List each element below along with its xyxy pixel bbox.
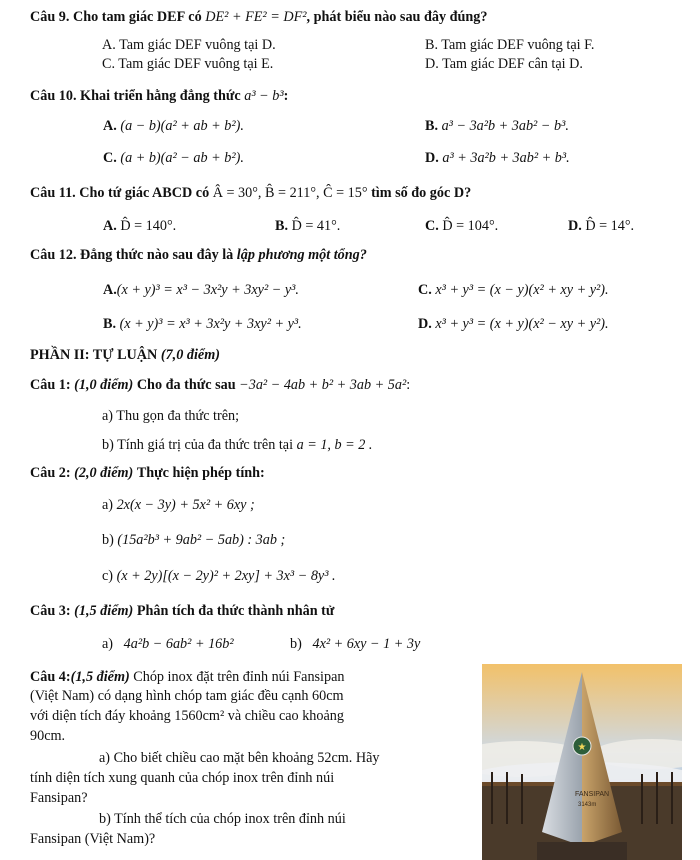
q9-head: Câu 9. Cho tam giác DEF có bbox=[30, 9, 202, 25]
part2-title bbox=[30, 347, 220, 364]
q12-option-a bbox=[103, 282, 299, 299]
q9-option-b: B. Tam giác DEF vuông tại F. bbox=[425, 37, 595, 53]
q10-d-label: D. bbox=[425, 150, 439, 166]
q11-head: Câu 11. Cho tứ giác ABCD có bbox=[30, 185, 210, 201]
c2-stem bbox=[30, 465, 265, 482]
c1-part-a: a) Thu gọn đa thức trên; bbox=[102, 408, 240, 424]
c3-part-a bbox=[102, 636, 234, 653]
c1-stem bbox=[30, 377, 410, 394]
q12-c-label: C. bbox=[418, 282, 432, 298]
c2-b-label: b) bbox=[102, 532, 114, 548]
q11-a-value: D̂ = 140°. bbox=[120, 218, 177, 234]
c1-points: (1,0 điểm) bbox=[74, 377, 134, 393]
c2-part-c bbox=[102, 568, 336, 585]
c2-part-a bbox=[102, 497, 255, 514]
q12-option-c bbox=[418, 282, 609, 299]
fansipan-photo bbox=[482, 664, 682, 860]
q10-a-formula: (a − b)(a² + ab + b²). bbox=[120, 118, 244, 134]
c3-a-formula: 4a²b − 6ab² + 16b² bbox=[123, 636, 234, 652]
q12-c-formula: x³ + y³ = (x − y)(x² + xy + y²). bbox=[435, 282, 609, 298]
c3-stem bbox=[30, 603, 334, 620]
q10-formula: a³ − b³ bbox=[244, 88, 284, 104]
q11-formula: Â = 30°, B̂ = 211°, Ĉ = 15° bbox=[212, 185, 368, 201]
q10-a-label: A. bbox=[103, 118, 117, 134]
q11-b-value: D̂ = 41°. bbox=[291, 218, 341, 234]
part2-title-text: PHẦN II: TỰ LUẬN bbox=[30, 347, 158, 363]
c4-area-value: 1560cm² bbox=[174, 708, 225, 724]
c3-b-label: b) bbox=[290, 636, 302, 652]
c3-points: (1,5 điểm) bbox=[74, 603, 134, 619]
c1-label: Câu 1: bbox=[30, 377, 71, 393]
c4-line-8: b) Tính thể tích của chóp inox trên đỉnh núi bbox=[99, 811, 346, 827]
q11-tail: tìm số đo góc D? bbox=[371, 185, 472, 201]
q11-a-label: A. bbox=[103, 218, 117, 234]
c3-label: Câu 3: bbox=[30, 603, 71, 619]
q10-d-formula: a³ + 3a²b + 3ab² + b³. bbox=[442, 150, 570, 166]
c1-b-text: b) Tính giá trị của đa thức trên tại bbox=[102, 437, 294, 453]
c4-label: Câu 4: bbox=[30, 669, 71, 685]
q10-c-label: C. bbox=[103, 150, 117, 166]
q9-option-d: D. Tam giác DEF cân tại D. bbox=[425, 56, 583, 72]
q12-option-b bbox=[103, 316, 302, 333]
c2-points: (2,0 điểm) bbox=[74, 465, 134, 481]
c4-line-7: Fansipan? bbox=[30, 790, 88, 806]
c4-line-2: (Việt Nam) có dạng hình chóp tam giác đều cạnh 60cm bbox=[30, 688, 344, 704]
pyramid-base bbox=[537, 842, 627, 860]
q10-b-label: B. bbox=[425, 118, 439, 134]
c2-part-b bbox=[102, 532, 285, 549]
q12-d-formula: x³ + y³ = (x + y)(x² − xy + y²). bbox=[435, 316, 609, 332]
c1-part-b bbox=[102, 437, 372, 454]
q9-formula: DE² + FE² = DF² bbox=[205, 9, 307, 25]
c3-a-label: a) bbox=[102, 636, 114, 652]
q11-option-a bbox=[103, 218, 176, 235]
c3-text: Phân tích đa thức thành nhân tử bbox=[136, 603, 335, 619]
q10-option-d bbox=[425, 150, 570, 167]
c4-line3a: với diện tích đáy khoảng bbox=[30, 708, 171, 724]
q12-b-formula: (x + y)³ = x³ + 3x²y + 3xy² + y³. bbox=[119, 316, 302, 332]
c1-text: Cho đa thức sau bbox=[136, 377, 236, 393]
q12-option-d bbox=[418, 316, 609, 333]
c2-a-label: a) bbox=[102, 497, 114, 513]
q10-c-formula: (a + b)(a² − ab + b²). bbox=[120, 150, 244, 166]
q12-a-formula: (x + y)³ = x³ − 3x²y + 3xy² − y³. bbox=[116, 282, 299, 298]
c3-part-b bbox=[290, 636, 420, 653]
c2-c-label: c) bbox=[102, 568, 114, 584]
q9-stem bbox=[30, 9, 487, 26]
q11-option-d bbox=[568, 218, 634, 235]
q11-stem bbox=[30, 185, 471, 202]
c4-line1-text: Chóp inox đặt trên đỉnh núi Fansipan bbox=[133, 669, 345, 685]
c1-formula-tail: : bbox=[406, 377, 411, 393]
pyramid-inscription-1: FANSIPAN bbox=[575, 791, 610, 798]
q9-option-c: C. Tam giác DEF vuông tại E. bbox=[102, 56, 274, 72]
q12-head: Câu 12. Đẳng thức nào sau đây là bbox=[30, 247, 234, 263]
c4-line-4: 90cm. bbox=[30, 728, 66, 744]
c4-line-9: Fansipan (Việt Nam)? bbox=[30, 831, 156, 847]
c4-line3c: và chiều cao khoảng bbox=[227, 708, 344, 724]
c2-c-formula: (x + 2y)[(x − 2y)² + 2xy] + 3x³ − 8y³ . bbox=[116, 568, 336, 584]
star-glyph: ★ bbox=[577, 742, 587, 753]
c4-line-6: tính diện tích xung quanh của chóp inox trên đỉnh núi bbox=[30, 770, 335, 786]
c4-line-3 bbox=[30, 708, 344, 725]
c1-formula: −3a² − 4ab + b² + 3ab + 5a² bbox=[239, 377, 407, 393]
q9-tail: , phát biểu nào sau đây đúng? bbox=[306, 9, 488, 25]
q11-option-c bbox=[425, 218, 498, 235]
q10-option-a bbox=[103, 118, 244, 135]
c3-b-formula: 4x² + 6xy − 1 + 3y bbox=[312, 636, 421, 652]
q10-b-formula: a³ − 3a²b + 3ab² − b³. bbox=[441, 118, 569, 134]
q11-c-label: C. bbox=[425, 218, 439, 234]
q12-b-label: B. bbox=[103, 316, 117, 332]
q10-option-b bbox=[425, 118, 569, 135]
q9-option-a: A. Tam giác DEF vuông tại D. bbox=[102, 37, 276, 53]
q10-head: Câu 10. Khai triển hằng đẳng thức bbox=[30, 88, 241, 104]
c2-b-formula: (15a²b³ + 9ab² − 5ab) : 3ab ; bbox=[117, 532, 286, 548]
q10-tail: : bbox=[283, 88, 289, 104]
c2-text: Thực hiện phép tính: bbox=[136, 465, 265, 481]
c4-points: (1,5 điểm) bbox=[70, 669, 130, 685]
fansipan-photo-svg bbox=[482, 664, 682, 860]
q11-b-label: B. bbox=[275, 218, 289, 234]
q12-a-label: A. bbox=[103, 282, 117, 298]
c4-line-1 bbox=[30, 669, 345, 686]
q10-option-c bbox=[103, 150, 244, 167]
c2-label: Câu 2: bbox=[30, 465, 71, 481]
q12-stem bbox=[30, 247, 367, 264]
q11-c-value: D̂ = 104°. bbox=[442, 218, 499, 234]
q12-head-italic: lập phương một tổng? bbox=[236, 247, 367, 263]
q10-stem bbox=[30, 88, 288, 105]
c1-b-formula: a = 1, b = 2 . bbox=[296, 437, 373, 453]
q12-d-label: D. bbox=[418, 316, 432, 332]
q11-d-label: D. bbox=[568, 218, 582, 234]
c2-a-formula: 2x(x − 3y) + 5x² + 6xy ; bbox=[116, 497, 255, 513]
q11-d-value: D̂ = 14°. bbox=[585, 218, 635, 234]
q11-option-b bbox=[275, 218, 340, 235]
part2-title-points: (7,0 điểm) bbox=[160, 347, 220, 363]
c4-line-5: a) Cho biết chiều cao mặt bên khoảng 52cm. Hãy bbox=[99, 750, 380, 766]
pyramid-inscription-2: 3143m bbox=[578, 802, 597, 808]
